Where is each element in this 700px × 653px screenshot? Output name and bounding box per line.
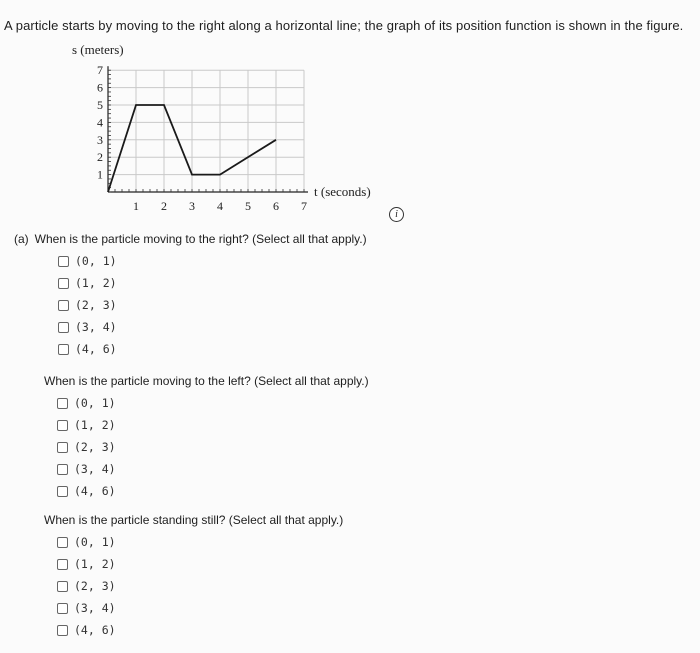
checkbox[interactable] bbox=[57, 625, 68, 636]
question-standing-still bbox=[44, 513, 343, 641]
y-axis-label: s (meters) bbox=[72, 44, 124, 58]
question-moving-right bbox=[14, 232, 367, 360]
x-tick-label: 3 bbox=[189, 199, 195, 213]
option-label: (2, 3) bbox=[75, 298, 117, 312]
checkbox[interactable] bbox=[57, 442, 68, 453]
option-label: (4, 6) bbox=[74, 623, 116, 637]
option-checkbox[interactable] bbox=[57, 531, 343, 553]
checkbox[interactable] bbox=[58, 278, 69, 289]
y-tick-label: 5 bbox=[97, 98, 103, 112]
checkbox[interactable] bbox=[57, 398, 68, 409]
option-label: (1, 2) bbox=[74, 557, 116, 571]
checkbox[interactable] bbox=[57, 420, 68, 431]
question-prompt: When is the particle standing still? (Select all that apply.) bbox=[44, 513, 344, 527]
position-chart bbox=[60, 44, 400, 214]
option-checkbox[interactable] bbox=[58, 338, 367, 360]
checkbox[interactable] bbox=[57, 537, 68, 548]
checkbox[interactable] bbox=[58, 256, 69, 267]
option-checkbox[interactable] bbox=[57, 553, 343, 575]
x-tick-label: 2 bbox=[161, 199, 167, 213]
y-tick-label: 7 bbox=[97, 63, 103, 78]
checkbox[interactable] bbox=[57, 486, 68, 497]
option-checkbox[interactable] bbox=[58, 316, 367, 338]
checkbox[interactable] bbox=[57, 603, 68, 614]
question-prompt: When is the particle moving to the right? (Select all that apply.) bbox=[34, 232, 367, 246]
checkbox[interactable] bbox=[57, 464, 68, 475]
y-tick-label: 1 bbox=[97, 167, 103, 182]
y-tick-label: 3 bbox=[97, 132, 103, 147]
checkbox[interactable] bbox=[58, 344, 69, 355]
option-label: (4, 6) bbox=[75, 342, 117, 356]
x-axis-label: t (seconds) bbox=[314, 184, 371, 199]
option-checkbox[interactable] bbox=[57, 436, 369, 458]
x-tick-label: 4 bbox=[217, 199, 223, 213]
x-tick-label: 5 bbox=[245, 199, 251, 213]
problem-statement: A particle starts by moving to the right along a horizontal line; the graph of its position function is shown in the figure. bbox=[4, 18, 684, 33]
y-tick-label: 2 bbox=[97, 150, 103, 165]
option-checkbox[interactable] bbox=[58, 272, 367, 294]
option-label: (4, 6) bbox=[74, 484, 116, 498]
option-checkbox[interactable] bbox=[57, 458, 369, 480]
option-label: (3, 4) bbox=[74, 462, 116, 476]
option-checkbox[interactable] bbox=[57, 480, 369, 502]
position-graph bbox=[60, 44, 400, 214]
option-label: (0, 1) bbox=[74, 396, 116, 410]
option-checkbox[interactable] bbox=[57, 392, 369, 414]
x-tick-label: 6 bbox=[273, 199, 279, 213]
option-label: (0, 1) bbox=[75, 254, 117, 268]
question-prompt: When is the particle moving to the left? (Select all that apply.) bbox=[44, 374, 369, 388]
options-list bbox=[57, 531, 343, 641]
option-label: (1, 2) bbox=[74, 418, 116, 432]
option-checkbox[interactable] bbox=[58, 294, 367, 316]
option-checkbox[interactable] bbox=[57, 597, 343, 619]
option-checkbox[interactable] bbox=[57, 575, 343, 597]
option-label: (3, 4) bbox=[75, 320, 117, 334]
question-moving-left bbox=[44, 374, 369, 502]
options-list bbox=[58, 250, 367, 360]
option-label: (1, 2) bbox=[75, 276, 117, 290]
option-label: (2, 3) bbox=[74, 440, 116, 454]
option-label: (0, 1) bbox=[74, 535, 116, 549]
checkbox[interactable] bbox=[58, 322, 69, 333]
x-tick-label: 1 bbox=[133, 199, 139, 213]
option-checkbox[interactable] bbox=[57, 414, 369, 436]
y-tick-label: 4 bbox=[97, 115, 103, 130]
part-label: (a) bbox=[14, 232, 29, 246]
option-label: (2, 3) bbox=[74, 579, 116, 593]
options-list bbox=[57, 392, 369, 502]
option-checkbox[interactable] bbox=[58, 250, 367, 272]
checkbox[interactable] bbox=[57, 581, 68, 592]
x-tick-label: 7 bbox=[301, 199, 307, 213]
y-tick-label: 6 bbox=[97, 80, 103, 95]
option-checkbox[interactable] bbox=[57, 619, 343, 641]
checkbox[interactable] bbox=[57, 559, 68, 570]
info-icon[interactable]: i bbox=[389, 207, 404, 222]
checkbox[interactable] bbox=[58, 300, 69, 311]
option-label: (3, 4) bbox=[74, 601, 116, 615]
